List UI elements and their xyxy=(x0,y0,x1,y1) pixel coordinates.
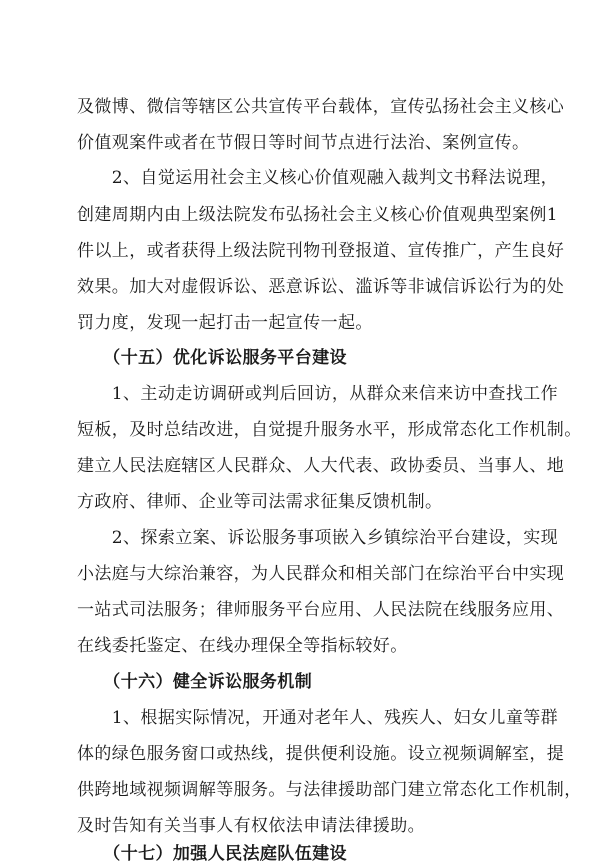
text-line: 创建周期内由上级法院发布弘扬社会主义核心价值观典型案例1 xyxy=(77,205,559,225)
text-line: 1、主动走访调研或判后回访，从群众来信来访中查找工作 xyxy=(77,384,559,404)
text-line: 1、根据实际情况，开通对老年人、残疾人、妇女儿童等群 xyxy=(77,708,559,728)
text-line: 及时告知有关当事人有权依法申请法律援助。 xyxy=(77,816,425,836)
text-line: 效果。加大对虚假诉讼、恶意诉讼、滥诉等非诚信诉讼行为的处 xyxy=(77,277,565,297)
text-line: 件以上，或者获得上级法院刊物刊登报道、宣传推广，产生良好 xyxy=(77,241,565,261)
text-line: 方政府、律师、企业等司法需求征集反馈机制。 xyxy=(77,492,443,512)
text-line: 2、自觉运用社会主义核心价值观融入裁判文书释法说理， xyxy=(77,168,559,188)
text-line: 建立人民法庭辖区人民群众、人大代表、政协委员、当事人、地 xyxy=(77,456,565,476)
text-line: 一站式司法服务；律师服务平台应用、人民法院在线服务应用、 xyxy=(77,600,565,620)
text-line: 罚力度，发现一起打击一起宣传一起。 xyxy=(77,313,373,333)
section-heading: （十七）加强人民法庭队伍建设 xyxy=(77,844,347,864)
text-line: 及微博、微信等辖区公共宣传平台载体，宣传弘扬社会主义核心 xyxy=(77,97,565,117)
text-line: 2、探索立案、诉讼服务事项嵌入乡镇综治平台建设，实现 xyxy=(77,528,559,548)
text-line: 体的绿色服务窗口或热线，提供便利设施。设立视频调解室，提 xyxy=(77,744,565,764)
text-line: 供跨地域视频调解等服务。与法律援助部门建立常态化工作机制， xyxy=(77,780,582,800)
section-heading: （十五）优化诉讼服务平台建设 xyxy=(77,348,347,368)
text-line: 价值观案件或者在节假日等时间节点进行法治、案例宣传。 xyxy=(77,133,530,153)
text-line: 小法庭与大综治兼容，为人民群众和相关部门在综治平台中实现 xyxy=(77,564,565,584)
text-line: 短板，及时总结改进，自觉提升服务水平，形成常态化工作机制。 xyxy=(77,420,582,440)
text-line: 在线委托鉴定、在线办理保全等指标较好。 xyxy=(77,636,408,656)
section-heading: （十六）健全诉讼服务机制 xyxy=(77,672,313,692)
